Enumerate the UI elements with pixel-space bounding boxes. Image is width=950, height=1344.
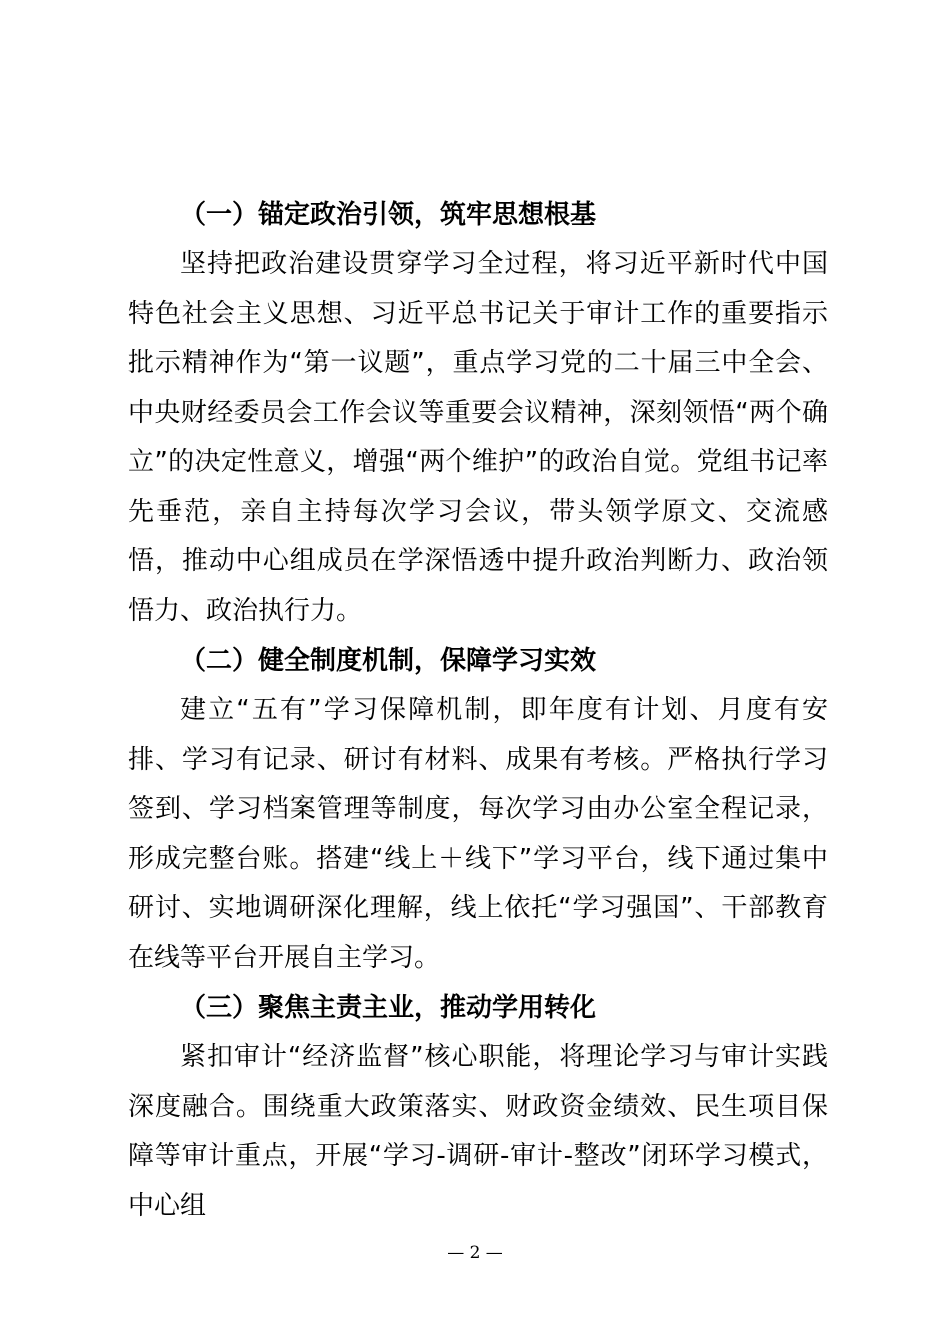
section-2-paragraph: 建立“五有”学习保障机制，即年度有计划、月度有安排、学习有记录、研讨有材料、成果有考核。严格执行学习签到、学习档案管理等制度，每次学习由办公室全程记录，形成完整台账。搭建“线上＋线下”学习平台，线下通过集中研讨、实地调研深化理解，线上依托“学习强国”、干部教育在线等平台开展自主学习。 bbox=[128, 695, 828, 973]
page-number: — 2 — bbox=[447, 1243, 503, 1263]
section-3-paragraph: 紧扣审计“经济监督”核心职能，将理论学习与审计实践深度融合。围绕重大政策落实、财政资金绩效、民生项目保障等审计重点，开展“学习-调研-审计-整改”闭环学习模式，中心组 bbox=[128, 1042, 828, 1221]
section-2-heading: （二）健全制度机制，保障学习实效 bbox=[180, 646, 597, 676]
section-1-heading: （一）锚定政治引领，筑牢思想根基 bbox=[180, 200, 597, 230]
section-1-paragraph: 坚持把政治建设贯穿学习全过程，将习近平新时代中国特色社会主义思想、习近平总书记关于审计工作的重要指示批示精神作为“第一议题”，重点学习党的二十届三中全会、中央财经委员会工作会议等重要会议精神，深刻领悟“两个确立”的决定性意义，增强“两个维护”的政治自觉。党组书记率先垂范，亲自主持每次学习会议，带头领学原文、交流感悟，推动中心组成员在学深悟透中提升政治判断力、政治领悟力、政治执行力。 bbox=[128, 249, 828, 626]
section-3-heading: （三）聚焦主责主业，推动学用转化 bbox=[180, 993, 597, 1023]
document-body bbox=[128, 190, 828, 1231]
